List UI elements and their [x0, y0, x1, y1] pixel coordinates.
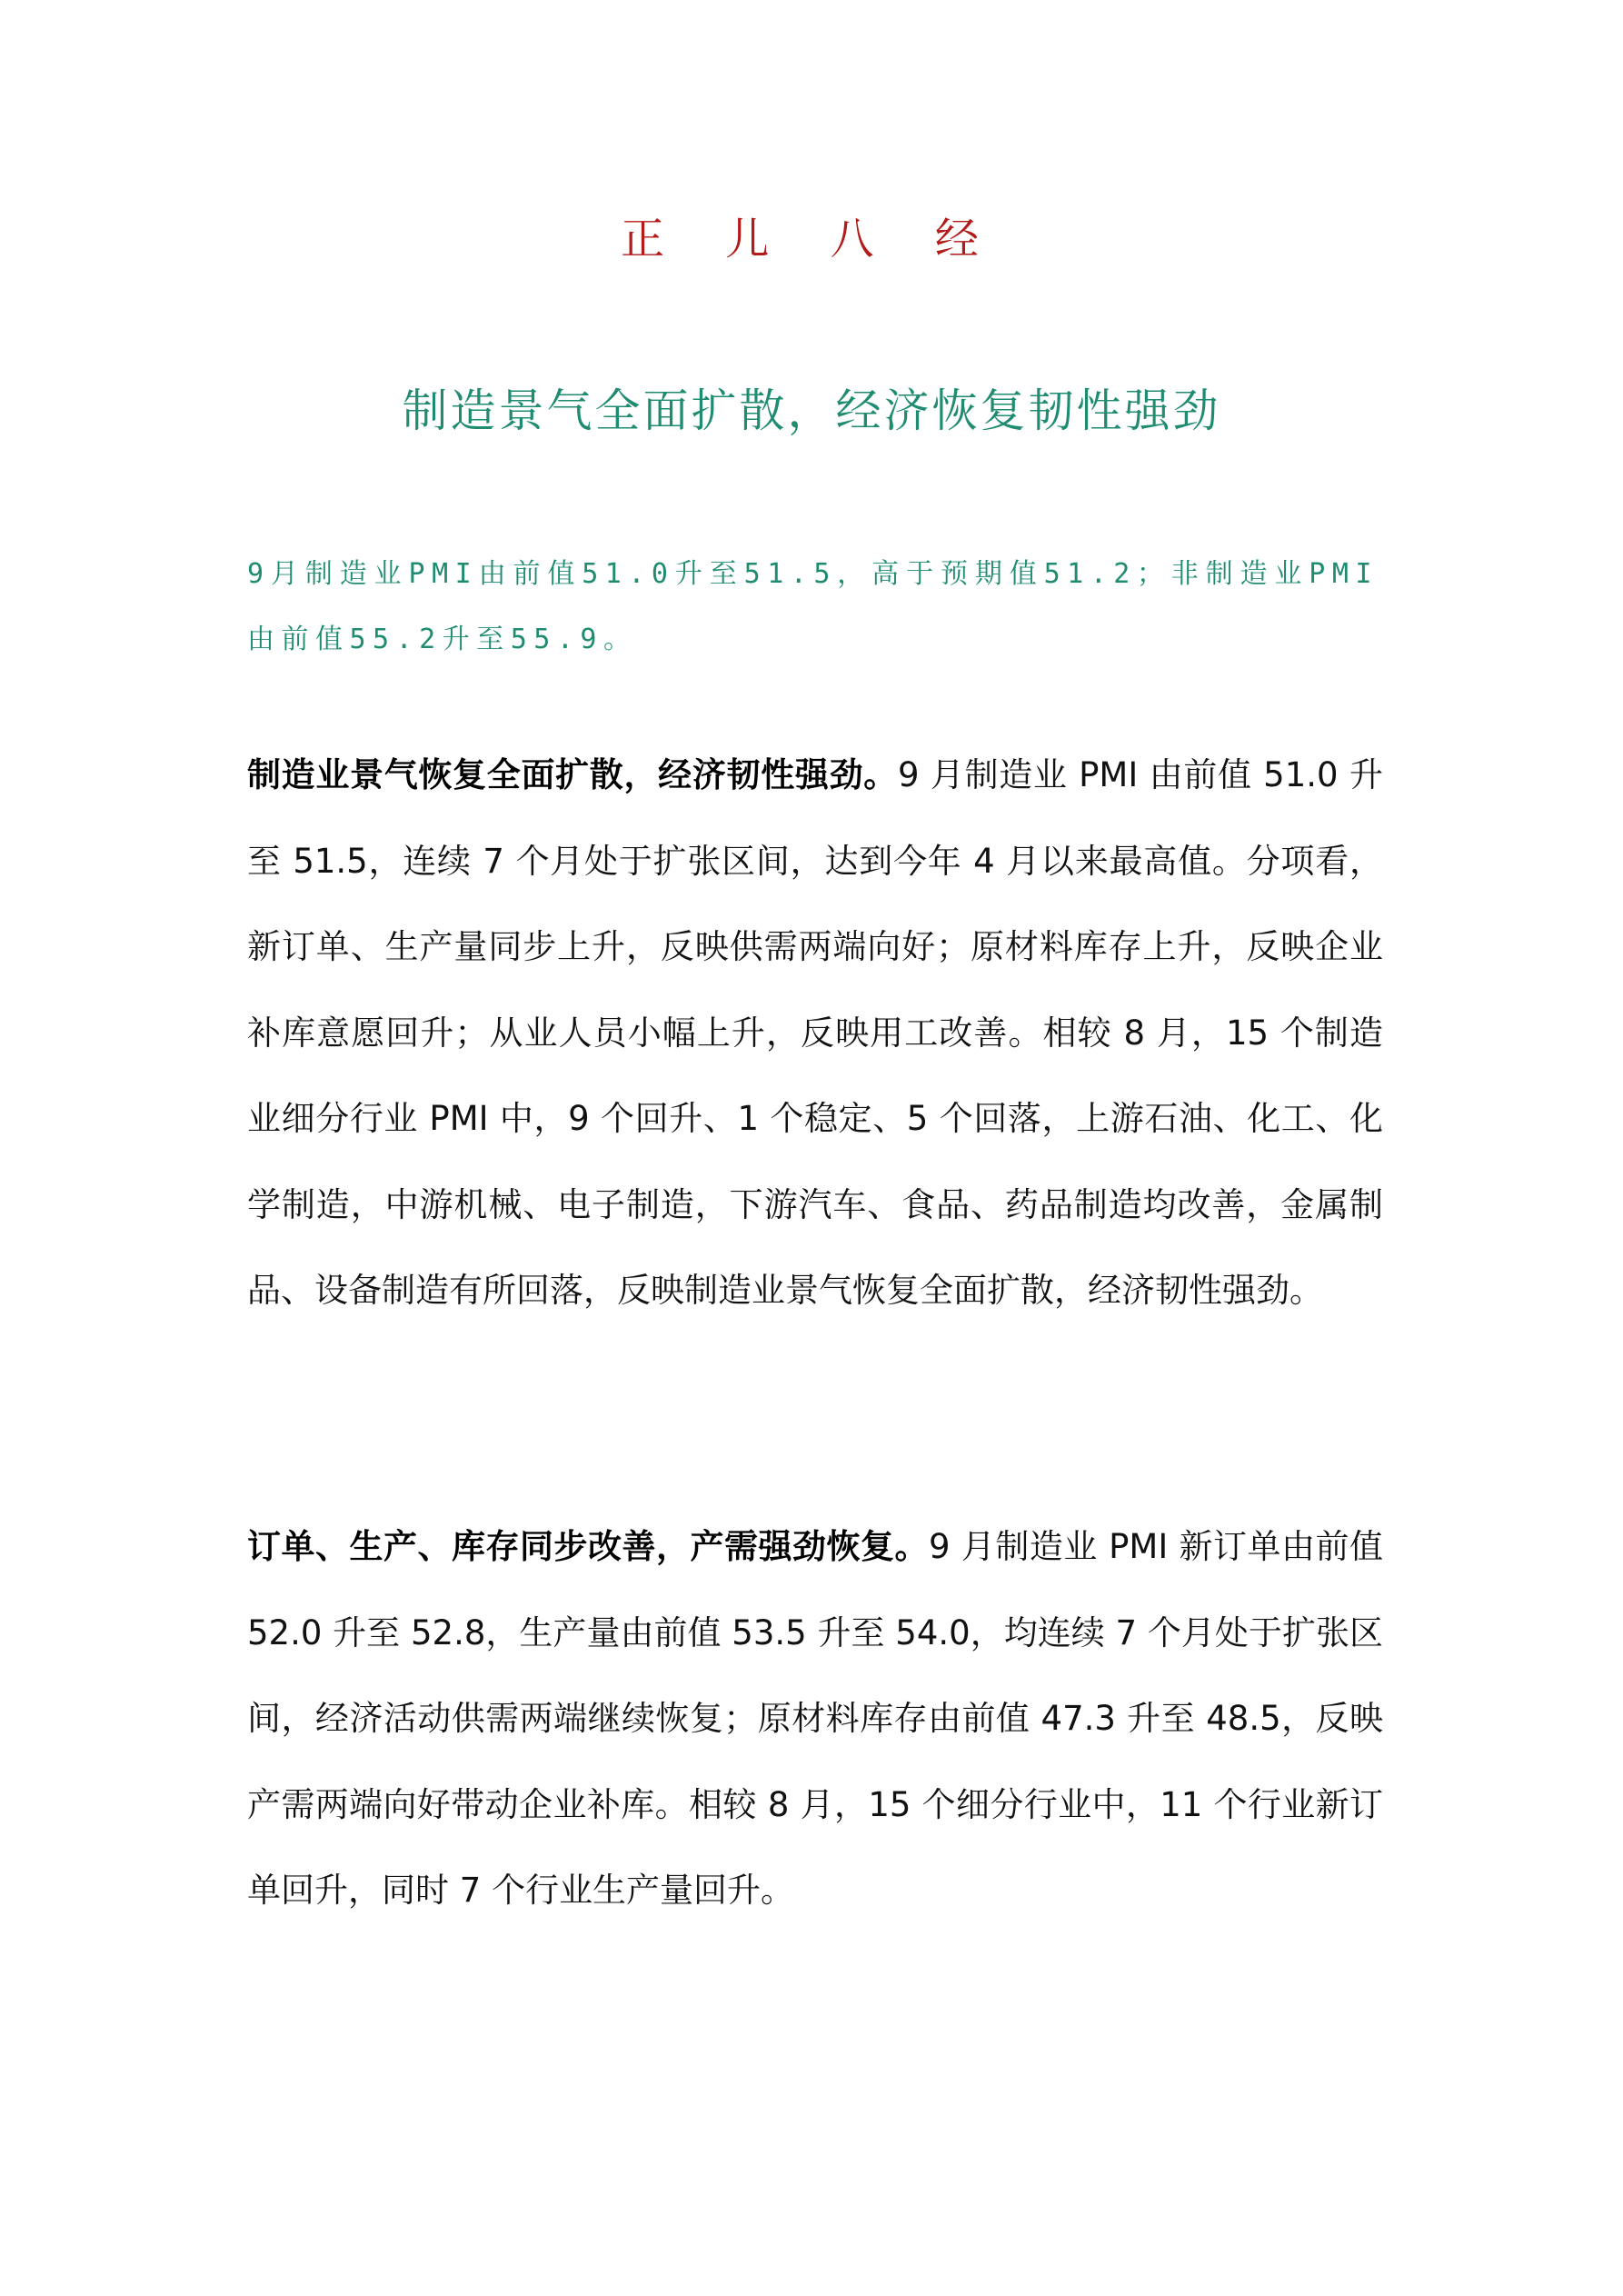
- brand-title: 正 儿 八 经: [621, 214, 1002, 265]
- paragraph-lead: 制造业景气恢复全面扩散，经济韧性强劲。: [247, 755, 898, 794]
- article-headline: 制造景气全面扩散，经济恢复韧性强劲: [402, 384, 1221, 437]
- paragraph-orders: [247, 1504, 1383, 1934]
- paragraph-manufacturing: [247, 733, 1383, 1334]
- paragraph-body: 9 月制造业 PMI 由前值 51.0 升至 51.5，连续 7 个月处于扩张区间，达到今年 4 月以来最高值。分项看，新订单、生产量同步上升，反映供需两端向好；原材料库存上升，反映企业补库意愿回升；从业人员小幅上升，反映用工改善。相较 8 月，15 个制造业细分行业 PMI 中，9 个回升、1 个稳定、5 个回落，上游石油、化工、化学制造，中游机械、电子制造，下游汽车、食品、药品制造均改善，金属制品、设备制造有所回落，反映制造业景气恢复全面扩散，经济韧性强劲。: [247, 755, 1383, 1310]
- paragraph-body: 9 月制造业 PMI 新订单由前值 52.0 升至 52.8，生产量由前值 53.5 升至 54.0，均连续 7 个月处于扩张区间，经济活动供需两端继续恢复；原材料库存由前值 47.3 升至 48.5，反映产需两端向好带动企业补库。相较 8 月，15 个细分行业中，11 个行业新订单回升，同时 7 个行业生产量回升。: [247, 1527, 1383, 1910]
- paragraph-lead: 订单、生产、库存同步改善，产需强劲恢复。: [247, 1527, 930, 1566]
- article-summary: 9月制造业PMI由前值51.0升至51.5，高于预期值51.2；非制造业PMI由前值55.2升至55.9。: [247, 558, 1379, 655]
